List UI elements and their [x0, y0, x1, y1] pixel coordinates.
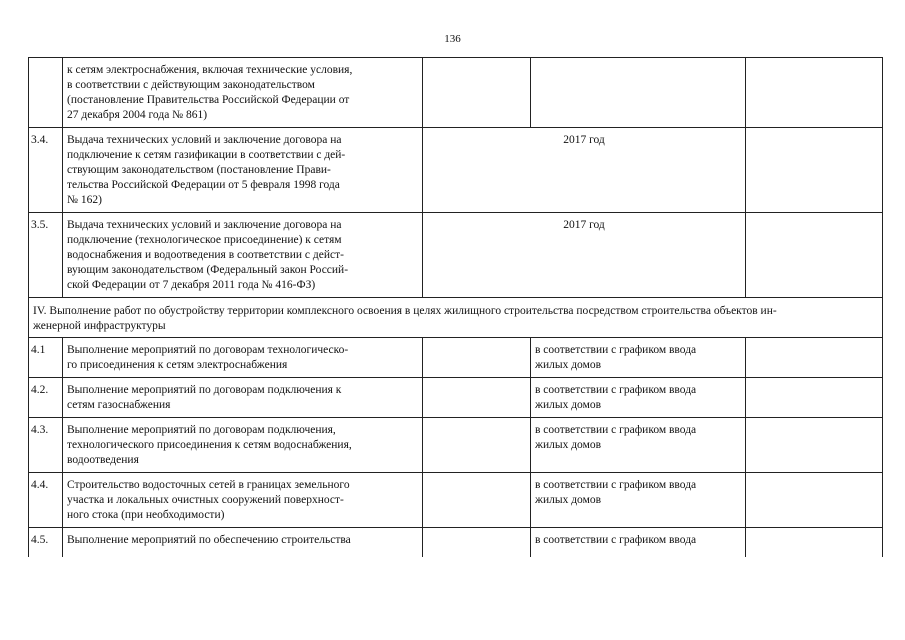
row-deadline: в соответствии с графиком ввода жилых домов: [531, 473, 746, 528]
row-col3: [423, 378, 531, 418]
row-description: Выдача технических условий и заключение договора на подключение к сетям газификации в соответствии с дей- ствующим законодательством (постановление Прави- тельства Российской Федерации от 5 февраля 1998 года № 162): [63, 128, 423, 213]
row-number: 4.2.: [29, 378, 63, 418]
row-deadline: в соответствии с графиком ввода жилых домов: [531, 418, 746, 473]
row-number: [29, 58, 63, 128]
section-heading: IV. Выполнение работ по обустройству территории комплексного освоения в целях жилищного строительства посредством строительства объектов ин- женерной инфраструктуры: [29, 298, 883, 338]
row-number: 3.5.: [29, 213, 63, 298]
row-note: [746, 338, 883, 378]
row-deadline: в соответствии с графиком ввода: [531, 528, 746, 558]
row-number: 4.3.: [29, 418, 63, 473]
row-description: Выполнение мероприятий по договорам подключения, технологического присоединения к сетям водоснабжения, водоотведения: [63, 418, 423, 473]
row-note: [746, 213, 883, 298]
row-period: 2017 год: [423, 128, 746, 213]
row-period: 2017 год: [423, 213, 746, 298]
table-row: [29, 528, 883, 558]
row-number: 4.1: [29, 338, 63, 378]
row-description: Строительство водосточных сетей в границах земельного участка и локальных очистных сооружений поверхност- ного стока (при необходимости): [63, 473, 423, 528]
table-row: [29, 213, 883, 298]
row-col3: [423, 338, 531, 378]
row-deadline: в соответствии с графиком ввода жилых домов: [531, 378, 746, 418]
row-note: [746, 528, 883, 558]
page-number: 136: [444, 33, 461, 45]
row-note: [746, 128, 883, 213]
row-col3: [423, 528, 531, 558]
row-description: Выполнение мероприятий по договорам технологическо- го присоединения к сетям электроснабжения: [63, 338, 423, 378]
row-description: Выдача технических условий и заключение договора на подключение (технологическое присоединение) к сетям водоснабжения и водоотведения в соответствии с дейст- вующим законодательством (Федеральный закон Россий- ской Федерации от 7 декабря 2011 года № 416-ФЗ): [63, 213, 423, 298]
row-deadline: в соответствии с графиком ввода жилых домов: [531, 338, 746, 378]
row-col3: [423, 473, 531, 528]
row-col3: [423, 418, 531, 473]
row-note: [746, 58, 883, 128]
row-deadline: [531, 58, 746, 128]
row-note: [746, 473, 883, 528]
row-number: 4.4.: [29, 473, 63, 528]
table-row: [29, 128, 883, 213]
row-note: [746, 378, 883, 418]
table-row: [29, 58, 883, 128]
table-row: [29, 473, 883, 528]
row-note: [746, 418, 883, 473]
section-row: [29, 298, 883, 338]
table-row: [29, 338, 883, 378]
table-row: [29, 418, 883, 473]
row-description: к сетям электроснабжения, включая технические условия, в соответствии с действующим законодательством (постановление Правительства Российской Федерации от 27 декабря 2004 года № 861): [63, 58, 423, 128]
row-description: Выполнение мероприятий по обеспечению строительства: [63, 528, 423, 558]
table-row: [29, 378, 883, 418]
row-description: Выполнение мероприятий по договорам подключения к сетям газоснабжения: [63, 378, 423, 418]
row-number: 4.5.: [29, 528, 63, 558]
row-col3: [423, 58, 531, 128]
row-number: 3.4.: [29, 128, 63, 213]
plan-table: [28, 57, 883, 557]
